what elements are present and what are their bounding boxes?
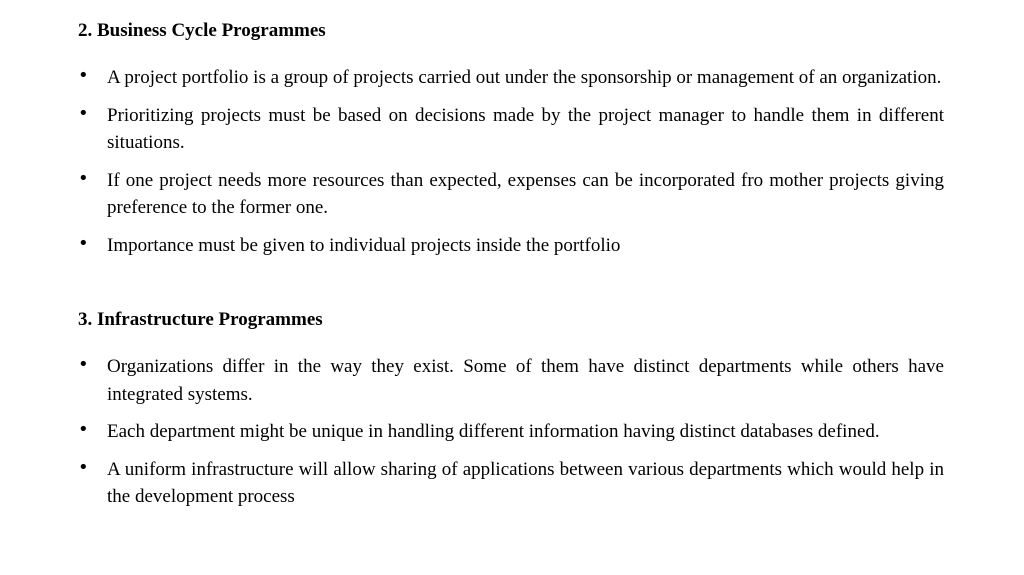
list-item [78,64,944,92]
bullet-text: A uniform infrastructure will allow sharing of applications between various departments which would help in the development process [107,458,944,507]
list-item [78,167,944,222]
list-item [78,102,944,157]
bullet-text: A project portfolio is a group of projects carried out under the sponsorship or management of an organization. [107,67,942,88]
bullet-text: Prioritizing projects must be based on decisions made by the project manager to handle them in different situations. [107,104,944,153]
list-item [78,353,944,408]
bullet-text: Organizations differ in the way they exist. Some of them have distinct departments while others have integrated systems. [107,356,944,405]
section-heading-infrastructure: 3. Infrastructure Programmes [78,309,323,330]
bullet-text: Importance must be given to individual projects inside the portfolio [107,234,621,256]
bullet-icon: • [78,456,89,478]
bullet-icon: • [78,167,89,189]
bullet-text: If one project needs more resources than expected, expenses can be incorporated fro mother projects giving preference to the former one. [107,169,944,218]
list-item [78,456,944,511]
bullet-icon: • [78,102,89,124]
bullet-list-infrastructure [78,353,944,521]
bullet-text: Each department might be unique in handling different information having distinct databases defined. [107,421,880,442]
bullet-icon: • [78,232,89,254]
list-item [78,232,944,260]
section-heading-business-cycle: 2. Business Cycle Programmes [78,20,326,41]
bullet-icon: • [78,65,89,86]
list-item [78,418,944,446]
bullet-icon: • [78,419,89,440]
bullet-list-business-cycle [78,64,944,269]
bullet-icon: • [78,354,89,375]
